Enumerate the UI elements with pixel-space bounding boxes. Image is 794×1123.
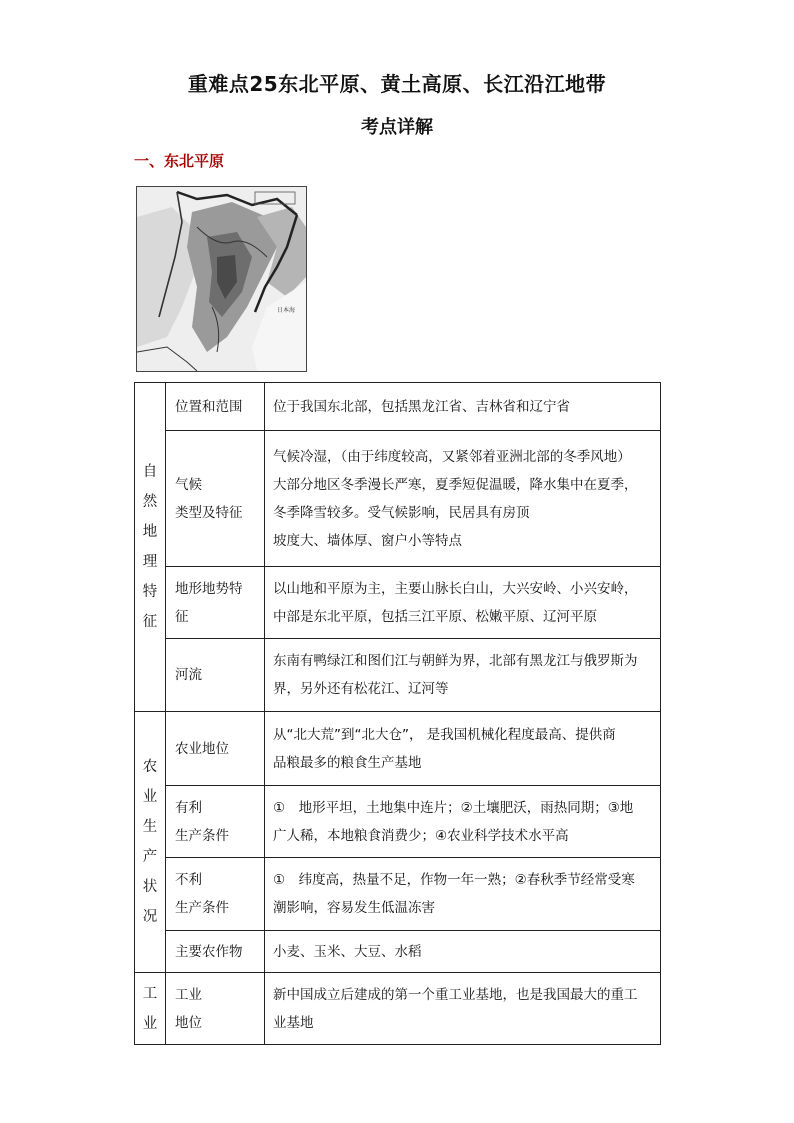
row-value: 气候冷湿，（由于纬度较高，又紧邻着亚洲北部的冬季风地） 大部分地区冬季漫长严寒，夏季短促温暖，降水集中在夏季， 冬季降雪较多。受气候影响，民居具有房顶 坡度大、墙体厚、窗户小等特点 [265, 431, 661, 567]
row-value: 位于我国东北部，包括黑龙江省、吉林省和辽宁省 [265, 383, 661, 431]
sea-label: 日本海 [277, 307, 296, 314]
info-table [134, 382, 661, 1045]
row-label: 不利 生产条件 [166, 858, 265, 931]
row-value: ① 纬度高，热量不足，作物一年一熟；②春秋季节经常受寒 潮影响，容易发生低温冻害 [265, 858, 661, 931]
page-title: 重难点25东北平原、黄土高原、长江沿江地带 [187, 72, 607, 96]
table-row [135, 712, 661, 786]
table-row [135, 431, 661, 567]
row-label: 地形地势特 征 [166, 567, 265, 639]
page-subtitle: 考点详解 [361, 117, 433, 138]
row-label: 主要农作物 [166, 931, 265, 973]
row-value: 以山地和平原为主，主要山脉长白山，大兴安岭、小兴安岭， 中部是东北平原，包括三江平原、松嫩平原、辽河平原 [265, 567, 661, 639]
northeast-china-map [136, 186, 307, 372]
table-row [135, 639, 661, 712]
row-label: 河流 [166, 639, 265, 712]
row-value: 东南有鸭绿江和图们江与朝鲜为界，北部有黑龙江与俄罗斯为 界，另外还有松花江、辽河等 [265, 639, 661, 712]
row-value: 小麦、玉米、大豆、水稻 [265, 931, 661, 973]
section-heading: 一、东北平原 [134, 152, 225, 170]
row-label: 气候 类型及特征 [166, 431, 265, 567]
row-label: 工业 地位 [166, 973, 265, 1045]
row-label: 位置和范围 [166, 383, 265, 431]
table-row [135, 383, 661, 431]
row-value: 从“北大荒”到“北大仓”， 是我国机械化程度最高、提供商 品粮最多的粮食生产基地 [265, 712, 661, 786]
row-value: 新中国成立后建成的第一个重工业基地，也是我国最大的重工 业基地 [265, 973, 661, 1045]
table-row [135, 786, 661, 858]
row-label: 农业地位 [166, 712, 265, 786]
category-cell: 工 业 [135, 973, 166, 1045]
table-row [135, 931, 661, 973]
category-cell: 农 业 生 产 状 况 [135, 712, 166, 973]
row-value: ① 地形平坦，土地集中连片；②土壤肥沃，雨热同期；③地 广人稀，本地粮食消费少；④农业科学技术水平高 [265, 786, 661, 858]
row-label: 有利 生产条件 [166, 786, 265, 858]
category-cell: 自 然 地 理 特 征 [135, 383, 166, 712]
table-row [135, 973, 661, 1045]
table-row [135, 567, 661, 639]
terrain-map-graphic [137, 187, 306, 371]
table-row [135, 858, 661, 931]
